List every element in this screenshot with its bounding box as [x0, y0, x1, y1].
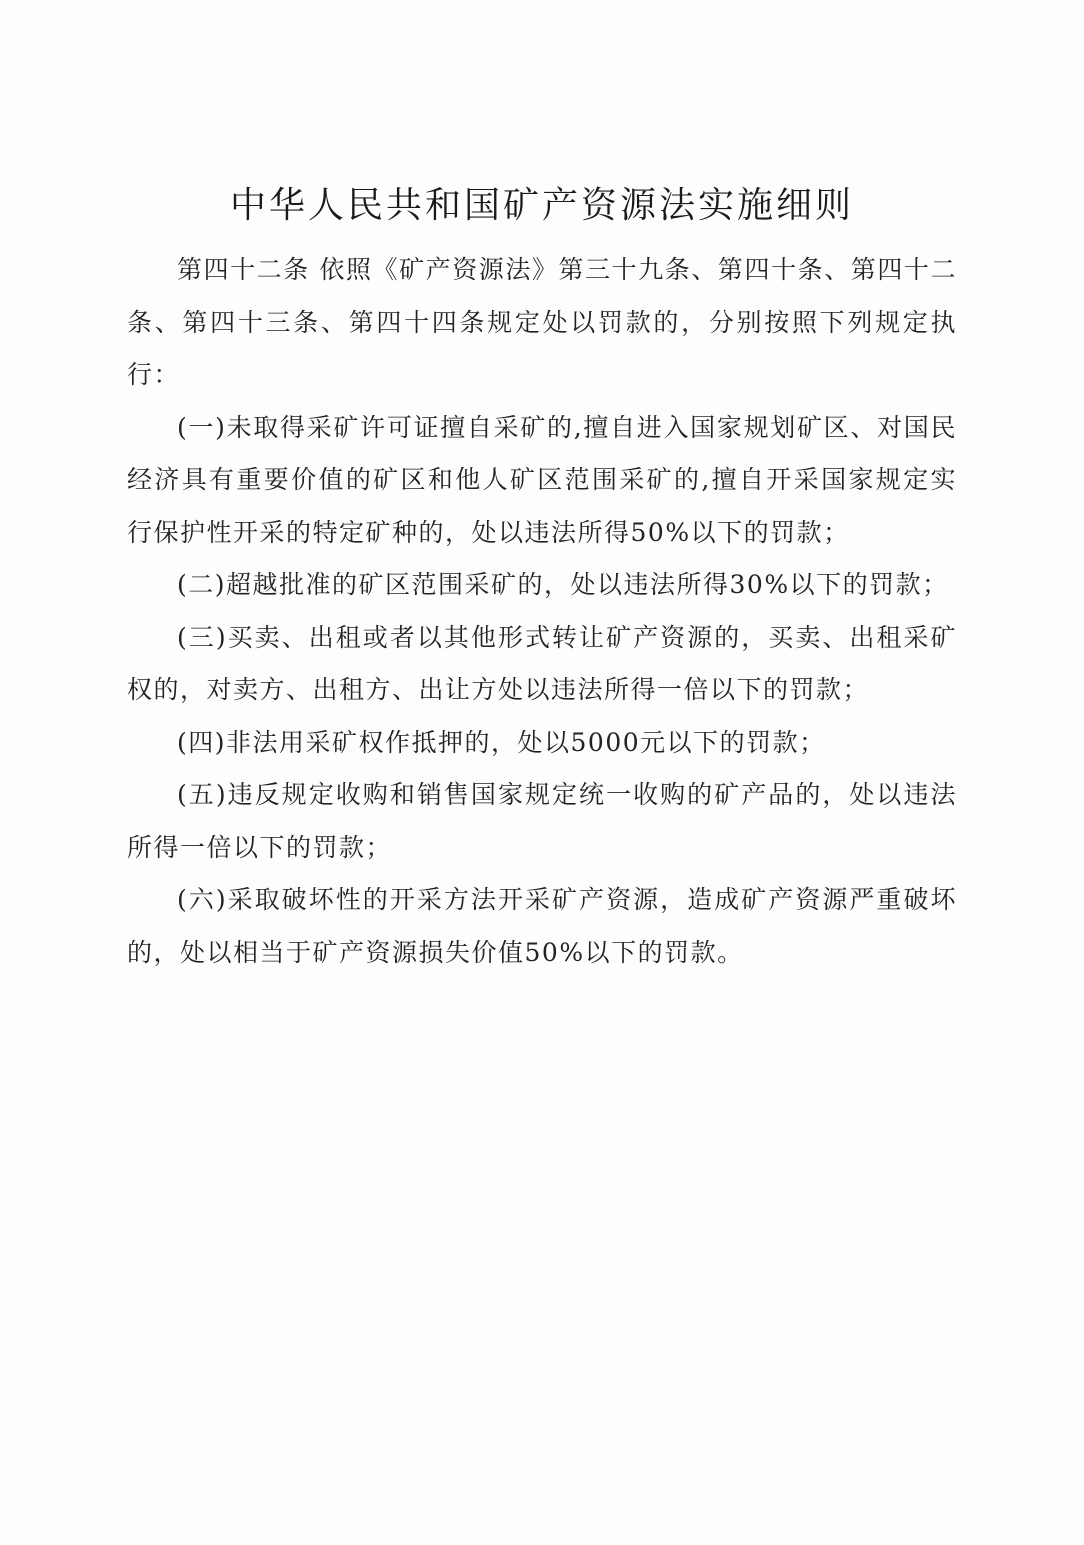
clause-4-paragraph: (四)非法用采矿权作抵押的，处以5000元以下的罚款；: [177, 727, 826, 757]
clause-6-paragraph: (六)采取破坏性的开采方法开采矿产资源，造成矿产资源严重破坏的，处以相当于矿产资源损失价值50%以下的罚款。: [127, 885, 957, 967]
document-title: 中华人民共和国矿产资源法实施细则: [229, 185, 854, 226]
clause-2-paragraph: (二)超越批准的矿区范围采矿的，处以违法所得30%以下的罚款；: [177, 570, 949, 599]
article-intro-paragraph: 第四十二条 依照《矿产资源法》第三十九条、第四十条、第四十二条、第四十三条、第四十四条规定处以罚款的，分别按照下列规定执行：: [127, 255, 957, 389]
clause-3-paragraph: (三)买卖、出租或者以其他形式转让矿产资源的，买卖、出租采矿权的，对卖方、出租方、出让方处以违法所得一倍以下的罚款；: [127, 622, 957, 704]
document-body: [127, 244, 957, 979]
clause-1-paragraph: (一)未取得采矿许可证擅自采矿的,擅自进入国家规划矿区、对国民经济具有重要价值的矿区和他人矿区范围采矿的,擅自开采国家规定实行保护性开采的特定矿种的，处以违法所得50%以下的罚款；: [127, 412, 957, 547]
clause-5-paragraph: (五)违反规定收购和销售国家规定统一收购的矿产品的，处以违法所得一倍以下的罚款；: [127, 780, 957, 862]
